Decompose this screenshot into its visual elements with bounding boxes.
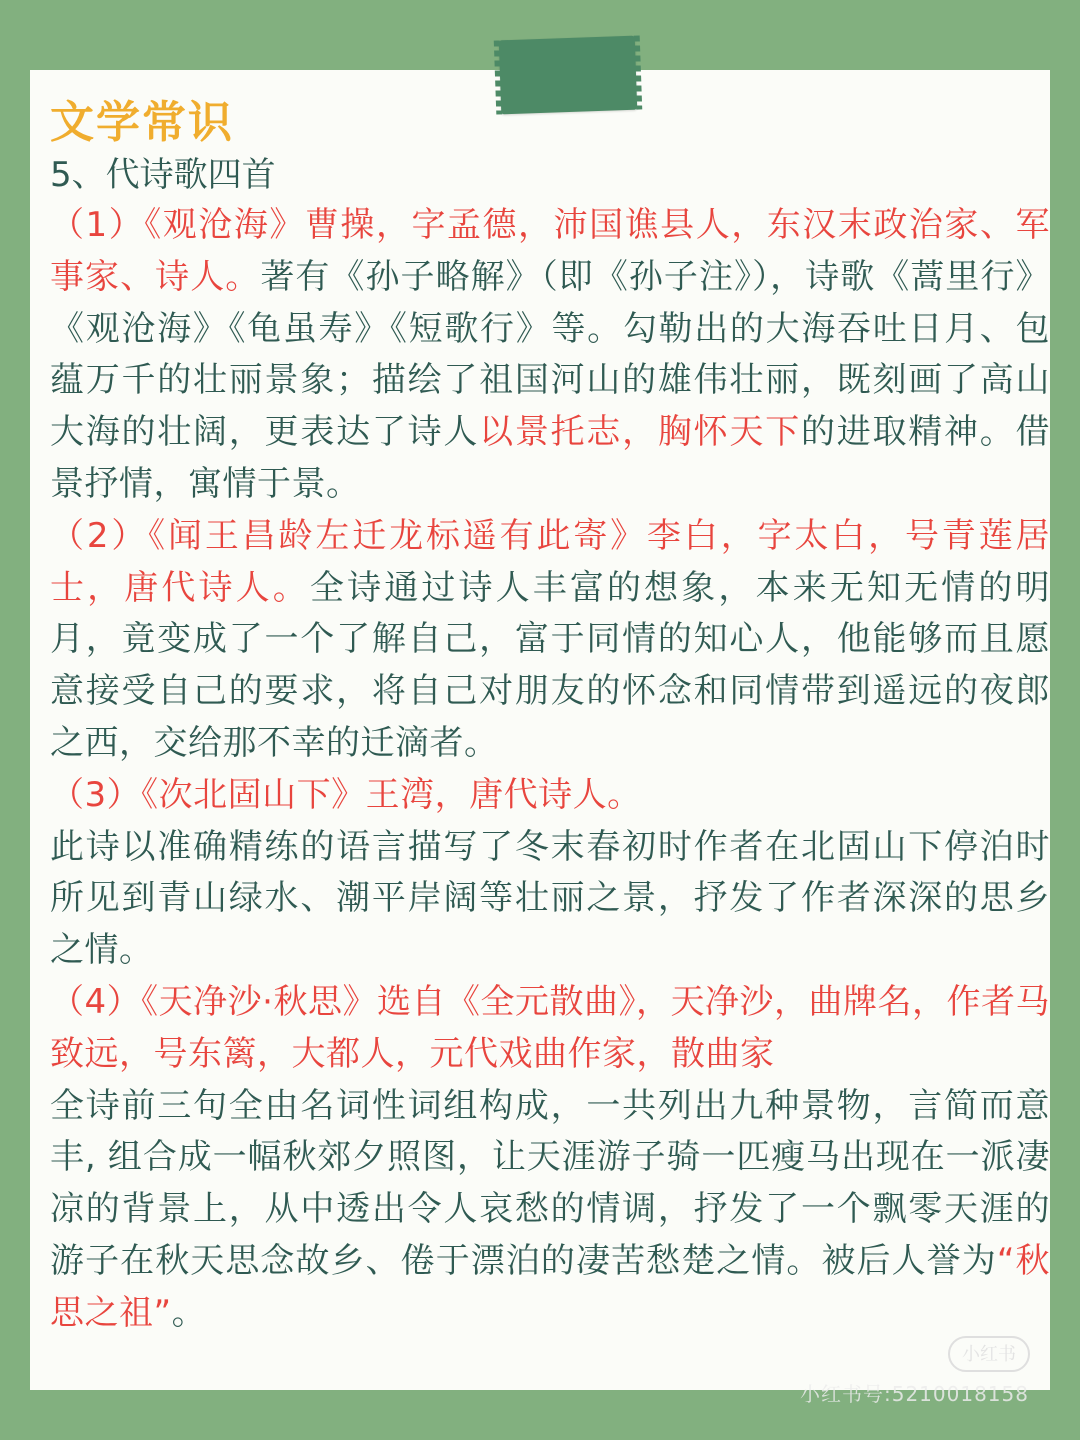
watermark-id: 小红书号:5210018158 [800,1382,1029,1406]
poem-3-heading: （3）《次北固山下》王湾，唐代诗人。 [50,774,642,815]
poem-entry-3-body [50,822,1050,977]
page-title: 文学常识 [50,97,234,148]
watermark-logo: 小红书 [948,1336,1030,1372]
poem-entry-4-body [50,1081,1050,1340]
poem-1-body-end: 的进取精神。借景抒情，寓情于景。 [50,412,1051,504]
poem-3-body: 此诗以准确精练的语言描写了冬末春初时作者在北固山下停泊时所见到青山绿水、潮平岸阔等壮丽之景，抒发了作者深深的思乡之情。 [50,826,1050,971]
content [50,96,1050,1340]
poem-2-body: 全诗通过诗人丰富的想象，本来无知无情的明月，竟变成了一个了解自己，富于同情的知心人，他能够而且愿意接受自己的要求，将自己对朋友的怀念和同情带到遥远的夜郎之西，交给那不幸的迁滴者。 [50,567,1051,763]
poem-2-heading: （2）《闻王昌龄左迁龙标遥有此寄》李白，字太白，号青莲居士，唐代诗人。 [50,515,1050,608]
poem-entry-4-heading [50,977,1050,1081]
poem-1-highlight: 以景托志，胸怀天下 [479,412,801,453]
poem-4-heading: （4）《天净沙·秋思》选自《全元散曲》，天净沙，曲牌名，作者马致远，号东篱，大都人，元代戏曲作家，散曲家 [50,981,1050,1074]
poem-4-highlight: “秋思之祖” [50,1240,1050,1333]
poem-entry-2 [50,511,1050,770]
poem-1-heading: （1）《观沧海》曹操，字孟德，沛国谯县人，东汉末政治家、军事家、诗人。 [50,205,1050,297]
poem-entry-3-heading [50,770,1050,822]
poem-4-body: 全诗前三句全由名词性词组构成，一共列出九种景物，言简而意丰, 组合成一幅秋郊夕照图，让天涯游子骑一匹瘦马出现在一派凄凉的背景上，从中透出令人哀愁的情调，抒发了一个飘零天涯的游子在秋天思念故乡、倦于漂泊的凄苦愁楚之情。被后人誉为 [50,1085,1050,1281]
poem-entry-1 [50,200,1050,511]
poem-4-body-end: 。 [171,1292,207,1333]
poem-1-body: 著有《孙子略解》（即《孙子注》），诗歌《蒿里行》《观沧海》《龟虽寿》《短歌行》等。勾勒出的大海吞吐日月、包蕴万千的壮丽景象；描绘了祖国河山的雄伟壮丽，既刻画了高山大海的壮阔，更表达了诗人 [50,256,1051,453]
section-subtitle: 5、代诗歌四首 [50,155,276,195]
